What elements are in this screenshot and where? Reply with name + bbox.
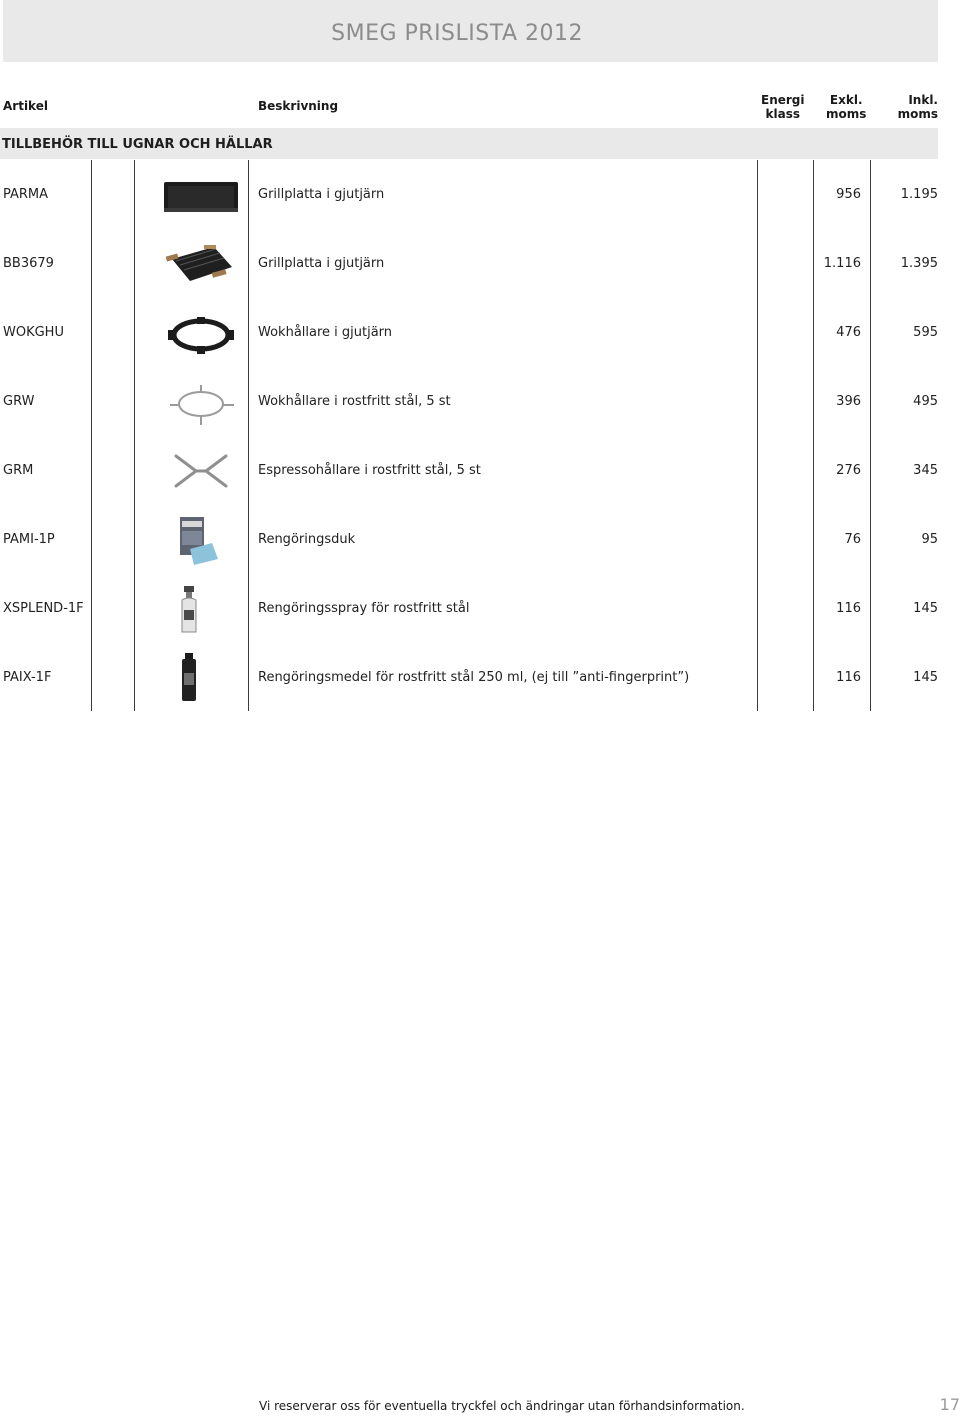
wok-ring-cast-iron-icon: [160, 306, 242, 360]
artikel-cell: BB3679: [3, 256, 54, 271]
wok-ring-steel-icon: [160, 375, 242, 429]
price-exkl-cell: 956: [836, 187, 861, 202]
table-row: [0, 505, 960, 574]
table-row: [0, 160, 960, 229]
description-cell: Grillplatta i gjutjärn: [258, 187, 385, 202]
price-inkl-cell: 145: [913, 601, 938, 616]
description-cell: Grillplatta i gjutjärn: [258, 256, 385, 271]
col-header-exkl-1: Exkl.: [829, 93, 863, 107]
col-header-energi: Energi: [761, 93, 805, 107]
col-header-inkl: [898, 93, 938, 121]
price-exkl-cell: 396: [836, 394, 861, 409]
grill-grate-icon: [160, 237, 242, 291]
col-header-artikel: Artikel: [3, 99, 48, 113]
cleaner-bottle-icon: [160, 651, 242, 705]
price-exkl-cell: 116: [836, 601, 861, 616]
artikel-cell: WOKGHU: [3, 325, 64, 340]
col-header-exkl: [826, 93, 866, 121]
price-inkl-cell: 1.195: [900, 187, 938, 202]
artikel-cell: GRW: [3, 394, 35, 409]
griddle-plate-icon: [160, 168, 242, 222]
col-header-energiklass: [761, 93, 805, 121]
price-inkl-cell: 345: [913, 463, 938, 478]
page-number: 17: [939, 1395, 960, 1414]
description-cell: Espressohållare i rostfritt stål, 5 st: [258, 463, 481, 478]
cleaning-cloth-icon: [160, 513, 242, 567]
table-row: [0, 436, 960, 505]
table-row: [0, 574, 960, 643]
description-cell: Rengöringsspray för rostfritt stål: [258, 601, 470, 616]
table-row: [0, 298, 960, 367]
artikel-cell: PAMI-1P: [3, 532, 55, 547]
table-row: [0, 229, 960, 298]
espresso-holder-icon: [160, 444, 242, 498]
page-title: SMEG PRISLISTA 2012: [331, 21, 583, 46]
table-row: [0, 643, 960, 712]
artikel-cell: GRM: [3, 463, 34, 478]
artikel-cell: PARMA: [3, 187, 49, 202]
category-title: TILLBEHÖR TILL UGNAR OCH HÄLLAR: [2, 137, 273, 152]
price-inkl-cell: 145: [913, 670, 938, 685]
description-cell: Wokhållare i rostfritt stål, 5 st: [258, 394, 451, 409]
page-header: [3, 0, 938, 62]
spray-bottle-icon: [160, 582, 242, 636]
price-exkl-cell: 1.116: [823, 256, 861, 271]
table-row: [0, 367, 960, 436]
description-cell: Rengöringsduk: [258, 532, 356, 547]
price-inkl-cell: 595: [913, 325, 938, 340]
col-header-inkl-1: Inkl.: [908, 93, 938, 107]
col-header-exkl-2: moms: [826, 107, 867, 121]
description-cell: Wokhållare i gjutjärn: [258, 325, 393, 340]
price-inkl-cell: 495: [913, 394, 938, 409]
col-header-klass: klass: [765, 107, 800, 121]
price-exkl-cell: 116: [836, 670, 861, 685]
price-exkl-cell: 476: [836, 325, 861, 340]
price-inkl-cell: 1.395: [900, 256, 938, 271]
price-exkl-cell: 276: [836, 463, 861, 478]
artikel-cell: XSPLEND-1F: [3, 601, 84, 616]
price-inkl-cell: 95: [921, 532, 938, 547]
description-cell: Rengöringsmedel för rostfritt stål 250 ml, (ej till ”anti-fingerprint”): [258, 670, 690, 685]
footer-note: Vi reserverar oss för eventuella tryckfel och ändringar utan förhandsinformation.: [259, 1399, 745, 1413]
col-header-beskrivning: Beskrivning: [258, 99, 339, 113]
artikel-cell: PAIX-1F: [3, 670, 52, 685]
price-exkl-cell: 76: [844, 532, 861, 547]
col-header-inkl-2: moms: [897, 107, 938, 121]
